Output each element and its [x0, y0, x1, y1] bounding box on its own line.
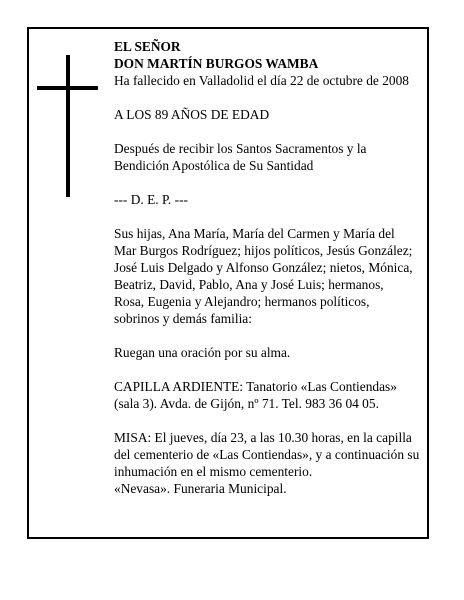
obituary-text — [114, 38, 430, 497]
family-line: José Luis Delgado y Alfonso González; nietos, Mónica, — [114, 260, 413, 275]
family-line: Rosa, Eugenia y Alejandro; hermanos políticos, — [114, 294, 370, 309]
sacraments-line: Bendición Apostólica de Su Santidad — [114, 158, 314, 173]
mass-line: del cementerio de «Las Contiendas», y a continuación su — [114, 447, 420, 462]
family-line: sobrinos y demás familia: — [114, 311, 252, 326]
deceased-name: DON MARTÍN BURGOS WAMBA — [114, 56, 319, 71]
mass-line: inhumación en el mismo cementerio. — [114, 464, 313, 479]
chapel-line: (sala 3). Avda. de Gijón, nº 71. Tel. 983 36 04 05. — [114, 396, 379, 411]
mass-line: MISA: El jueves, día 23, a las 10.30 horas, en la capilla — [114, 430, 412, 445]
cross-icon — [66, 55, 70, 197]
death-line: Ha fallecido en Valladolid el día 22 de octubre de 2008 — [114, 73, 409, 88]
heading-line: EL SEÑOR — [114, 39, 181, 54]
age-line: A LOS 89 AÑOS DE EDAD — [114, 107, 270, 122]
family-line: Mar Burgos Rodríguez; hijos políticos, Jesús González; — [114, 243, 413, 258]
cross-icon-bar — [37, 86, 98, 90]
sacraments-line: Después de recibir los Santos Sacramentos y la — [114, 141, 367, 156]
dep-line: --- D. E. P. --- — [114, 192, 189, 207]
family-line: Sus hijas, Ana María, María del Carmen y María del — [114, 226, 395, 241]
funeral-home-line: «Nevasa». Funeraria Municipal. — [114, 481, 287, 496]
family-line: Beatriz, David, Pablo, Ana y José Luis; hermanos, — [114, 277, 384, 292]
chapel-line: CAPILLA ARDIENTE: Tanatorio «Las Contiendas» — [114, 379, 397, 394]
prayer-line: Ruegan una oración por su alma. — [114, 345, 291, 360]
